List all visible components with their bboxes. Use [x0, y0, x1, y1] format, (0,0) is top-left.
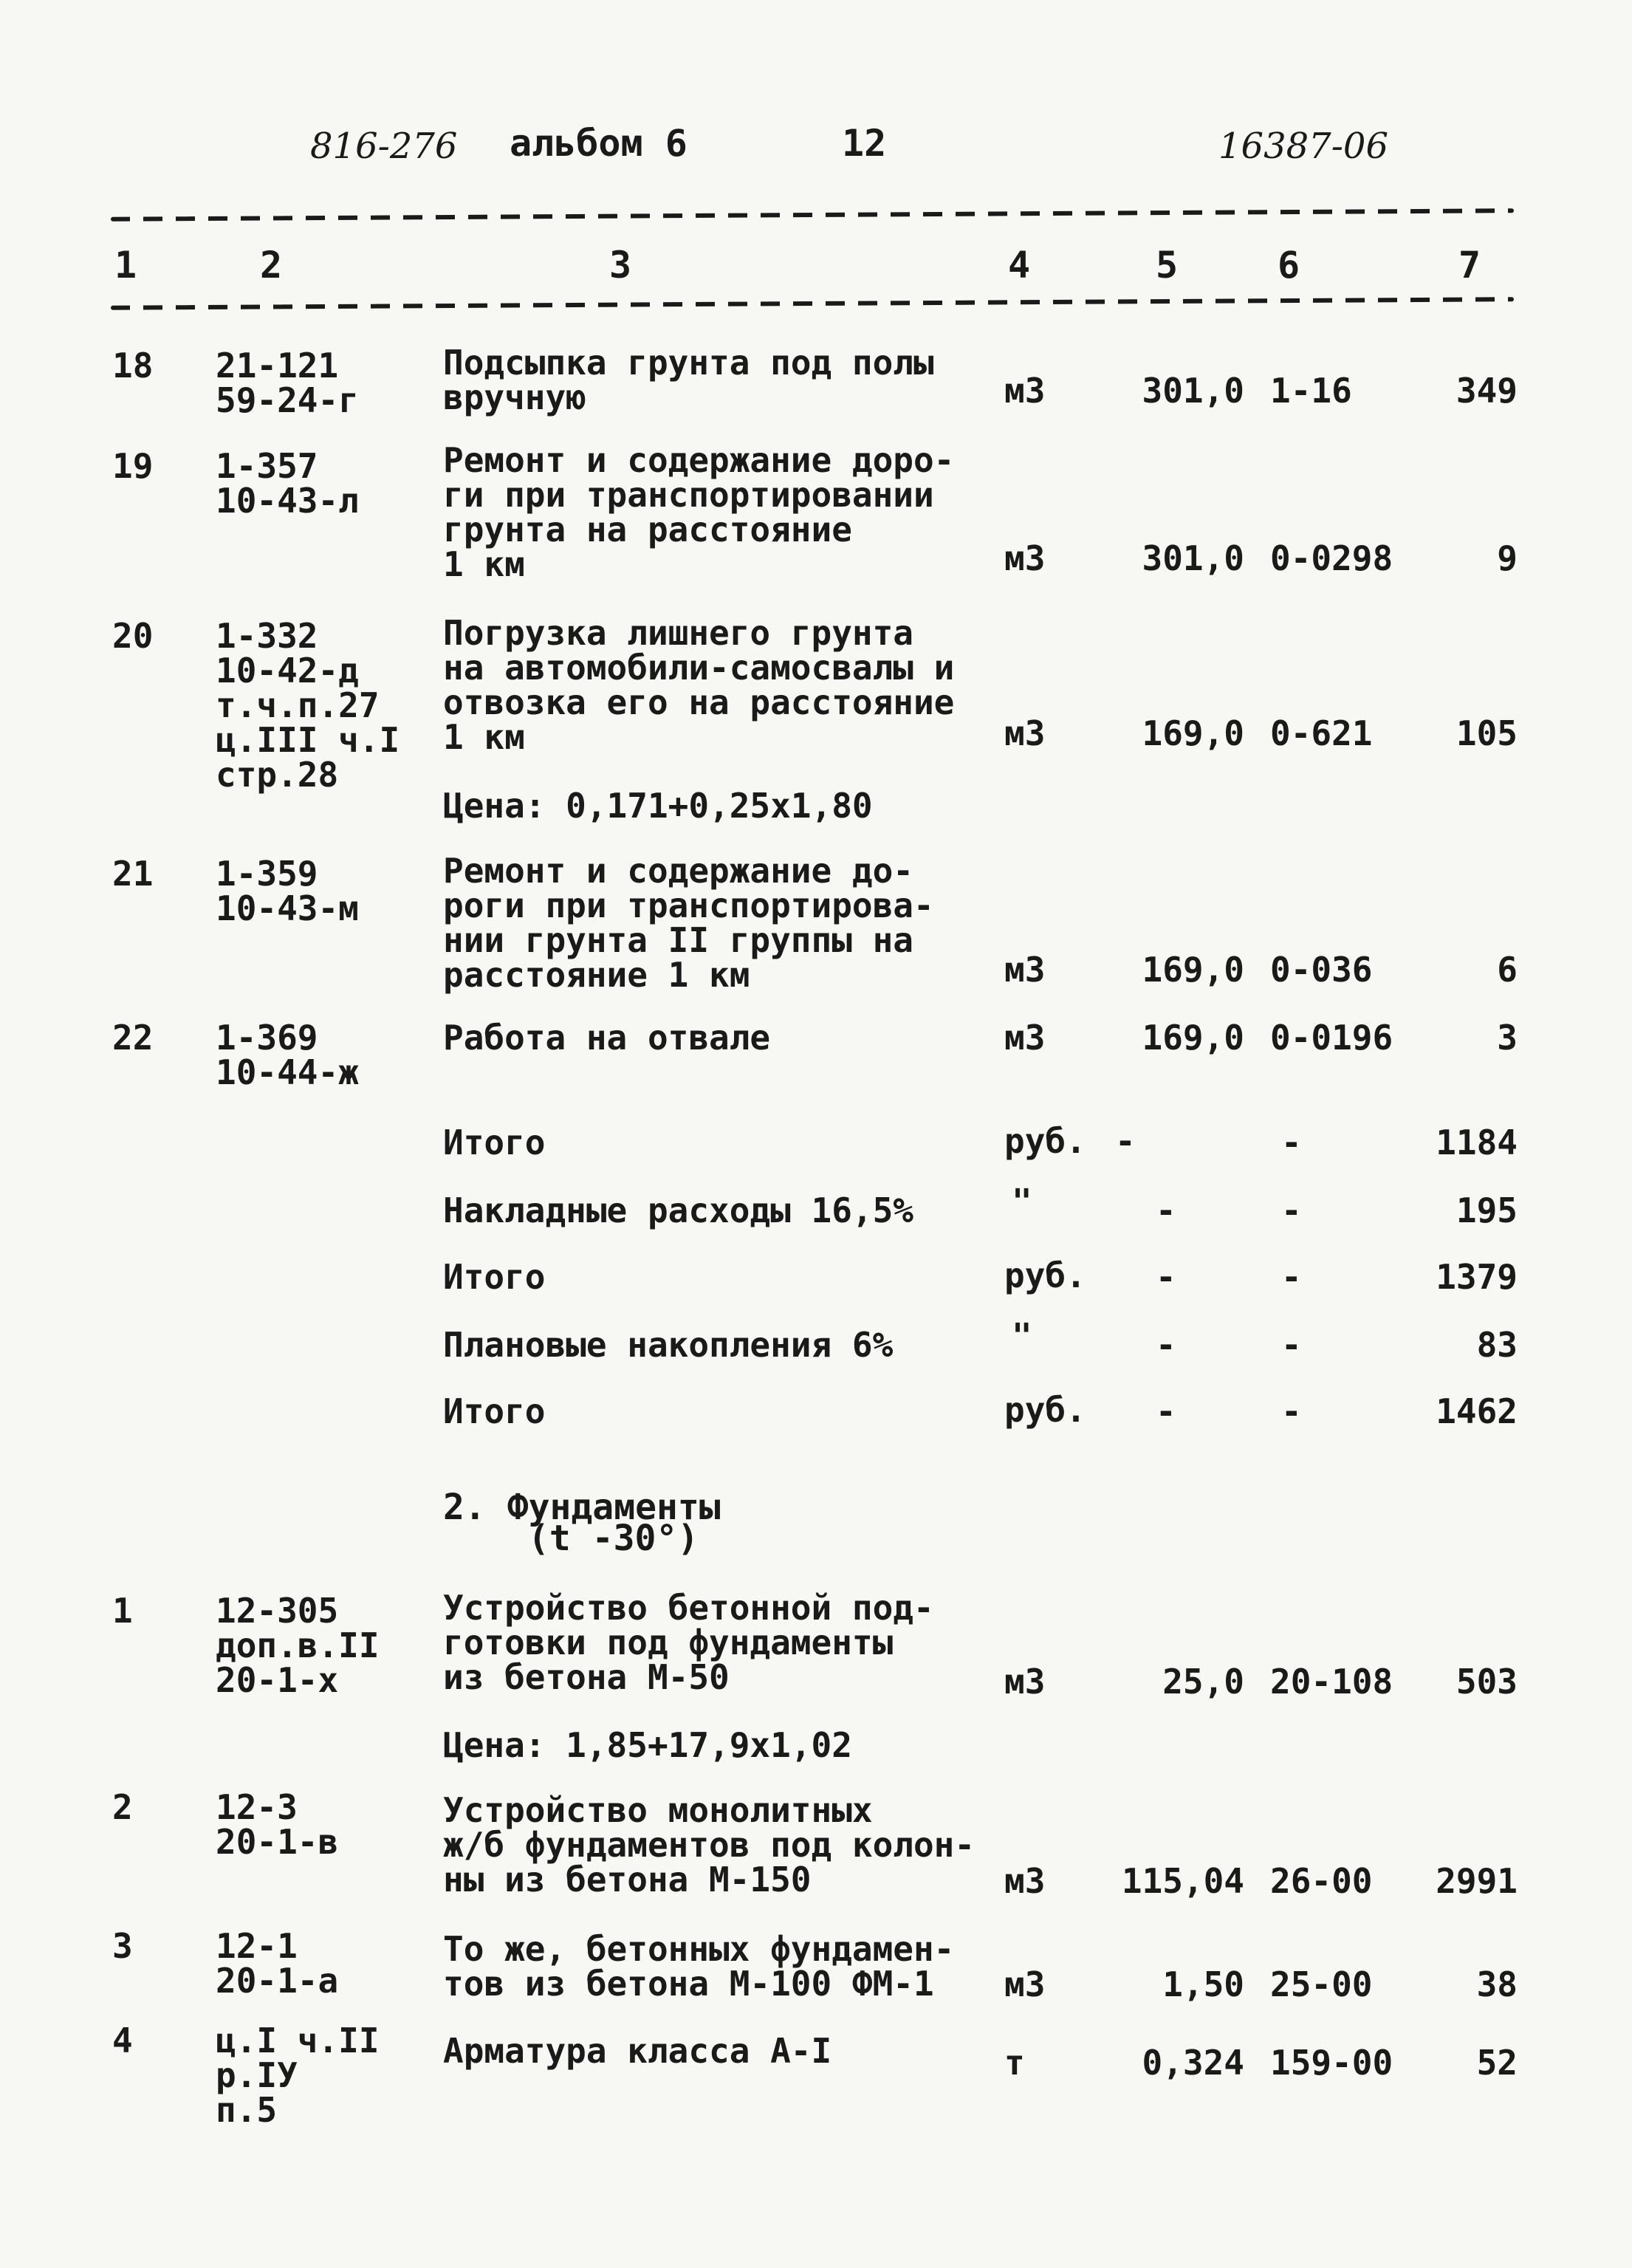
norm-code: 12-305 доп.в.II 20-1-х — [216, 1591, 380, 1700]
norm-code: 12-3 20-1-в — [216, 1787, 339, 1862]
section-title: 2. Фундаменты — [443, 1487, 721, 1528]
section-subtitle: (t -30°) — [528, 1518, 699, 1559]
document-number: 16387-06 — [1218, 126, 1388, 167]
norm-code: 1-357 10-43-л — [216, 446, 359, 521]
quantity: 1,50 — [1162, 1964, 1244, 2004]
row-number: 21 — [112, 854, 154, 894]
summary-total: 1379 — [1436, 1257, 1518, 1297]
unit-price: 1-16 — [1270, 371, 1352, 411]
row-number: 18 — [112, 346, 154, 386]
norm-code: 21-121 59-24-г — [216, 346, 359, 420]
unit-price: 0-0298 — [1270, 538, 1393, 578]
column-number-7: 7 — [1458, 244, 1481, 287]
summary-qty: - — [1156, 1325, 1176, 1365]
norm-code: 1-359 10-43-м — [216, 854, 359, 928]
summary-price: - — [1281, 1325, 1302, 1365]
row-number: 2 — [112, 1787, 133, 1827]
summary-qty: - — [1115, 1121, 1136, 1161]
summary-total: 83 — [1476, 1325, 1518, 1365]
total: 52 — [1476, 2043, 1518, 2083]
unit: м3 — [1004, 538, 1046, 578]
price-note: Цена: 0,171+0,25х1,80 — [443, 786, 873, 826]
summary-total: 1184 — [1436, 1123, 1518, 1162]
unit: м3 — [1004, 1964, 1046, 2004]
total: 105 — [1456, 713, 1518, 753]
work-name: Погрузка лишнего грунта на автомобили-самосвалы и отвозка его на расстояние 1 км — [443, 613, 955, 757]
work-name: Подсыпка грунта под полы вручную — [443, 343, 934, 417]
row-number: 22 — [112, 1018, 154, 1058]
total: 6 — [1497, 950, 1518, 990]
summary-unit: руб. — [1004, 1390, 1086, 1430]
column-number-4: 4 — [1008, 244, 1031, 287]
work-name: Устройство монолитных ж/б фундаментов под колон- ны из бетона М-150 — [443, 1790, 976, 1899]
page-number: 12 — [842, 122, 887, 165]
unit: т — [1004, 2043, 1025, 2083]
price-note: Цена: 1,85+17,9х1,02 — [443, 1725, 852, 1765]
total: 2991 — [1436, 1861, 1518, 1901]
unit-price: 0-0196 — [1270, 1018, 1393, 1058]
column-number-2: 2 — [260, 244, 283, 287]
summary-price: - — [1281, 1123, 1302, 1162]
table-header-rule — [111, 297, 1514, 310]
unit-price: 26-00 — [1270, 1861, 1373, 1901]
column-number-5: 5 — [1156, 244, 1179, 287]
total: 9 — [1497, 538, 1518, 578]
unit-price: 25-00 — [1270, 1964, 1373, 2004]
work-name: Ремонт и содержание доро- ги при транспортировании грунта на расстояние 1 км — [443, 440, 955, 584]
summary-label: Плановые накопления 6% — [443, 1325, 894, 1365]
summary-unit: " — [1012, 1182, 1032, 1222]
unit: м3 — [1004, 1018, 1046, 1058]
quantity: 301,0 — [1142, 538, 1244, 578]
unit: м3 — [1004, 1662, 1046, 1702]
summary-price: - — [1281, 1190, 1302, 1230]
summary-unit: " — [1012, 1316, 1032, 1356]
summary-total: 195 — [1456, 1190, 1518, 1230]
album-label: альбом 6 — [510, 122, 688, 165]
quantity: 169,0 — [1142, 713, 1244, 753]
summary-label: Итого — [443, 1257, 546, 1297]
norm-code: 12-1 20-1-а — [216, 1926, 339, 2001]
quantity: 301,0 — [1142, 371, 1244, 411]
summary-price: - — [1281, 1391, 1302, 1431]
summary-unit: руб. — [1004, 1255, 1086, 1295]
work-name: Арматура класса А-I — [443, 2031, 832, 2071]
total: 349 — [1456, 371, 1518, 411]
quantity: 115,04 — [1121, 1861, 1244, 1901]
unit-price: 0-036 — [1270, 950, 1373, 990]
quantity: 169,0 — [1142, 950, 1244, 990]
row-number: 4 — [112, 2021, 133, 2060]
summary-qty: - — [1156, 1391, 1176, 1431]
row-number: 19 — [112, 446, 154, 486]
unit: м3 — [1004, 371, 1046, 411]
total: 3 — [1497, 1018, 1518, 1058]
total: 503 — [1456, 1662, 1518, 1702]
work-name: Устройство бетонной под- готовки под фундаменты из бетона М-50 — [443, 1588, 934, 1697]
summary-total: 1462 — [1436, 1391, 1518, 1431]
unit: м3 — [1004, 1861, 1046, 1901]
column-number-1: 1 — [114, 244, 137, 287]
unit-price: 159-00 — [1270, 2043, 1393, 2083]
row-number: 1 — [112, 1591, 133, 1631]
quantity: 169,0 — [1142, 1018, 1244, 1058]
quantity: 25,0 — [1162, 1662, 1244, 1702]
summary-label: Итого — [443, 1391, 546, 1431]
row-number: 3 — [112, 1926, 133, 1966]
work-name: Работа на отвале — [443, 1018, 771, 1058]
row-number: 20 — [112, 616, 154, 656]
work-name: Ремонт и содержание до- роги при транспортирова- нии грунта II группы на расстояние 1 км — [443, 851, 934, 995]
summary-unit: руб. — [1004, 1121, 1086, 1161]
unit: м3 — [1004, 950, 1046, 990]
unit-price: 20-108 — [1270, 1662, 1393, 1702]
unit-price: 0-621 — [1270, 713, 1373, 753]
summary-label: Накладные расходы 16,5% — [443, 1190, 913, 1230]
norm-code: 1-369 10-44-ж — [216, 1018, 359, 1092]
work-name: То же, бетонных фундамен- тов из бетона М-100 ФМ-1 — [443, 1929, 955, 2004]
unit: м3 — [1004, 713, 1046, 753]
column-number-3: 3 — [609, 244, 632, 287]
project-code: 816-276 — [310, 126, 458, 167]
summary-qty: - — [1156, 1190, 1176, 1230]
summary-price: - — [1281, 1257, 1302, 1297]
norm-code: 1-332 10-42-д т.ч.п.27 ц.III ч.I стр.28 — [216, 616, 400, 795]
total: 38 — [1476, 1964, 1518, 2004]
norm-code: ц.I ч.II р.IУ п.5 — [216, 2021, 380, 2130]
column-number-6: 6 — [1278, 244, 1300, 287]
summary-label: Итого — [443, 1123, 546, 1162]
summary-qty: - — [1156, 1257, 1176, 1297]
quantity: 0,324 — [1142, 2043, 1244, 2083]
table-top-rule — [111, 208, 1514, 222]
